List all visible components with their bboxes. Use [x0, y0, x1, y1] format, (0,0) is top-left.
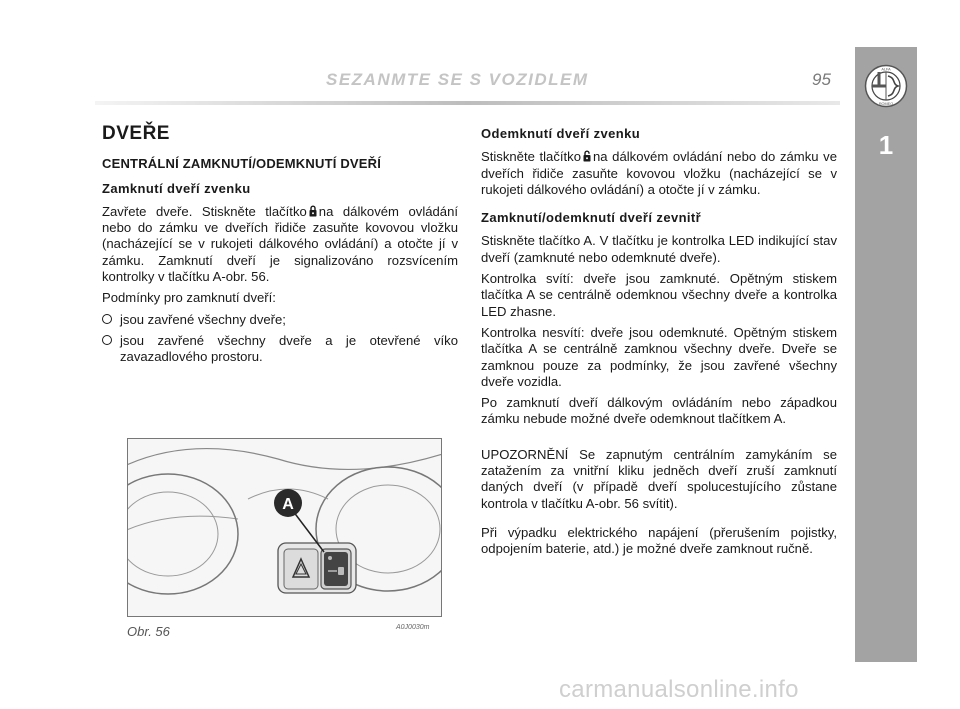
paragraph-power-failure: Při výpadku elektrického napájení (přerušením pojistky, odpojením baterie, atd.) je možné dveře zamknout ručně.: [481, 524, 837, 557]
list-item-text: jsou zavřené všechny dveře a je otevřené víko zavazadlového prostoru.: [120, 332, 458, 365]
paragraph-text: na dálkovém ovládání nebo do zámku ve dveřích řidiče zasuňte kovovou vložku (nacházející se v rukojeti dálkového ovládání) a otočte jí v zámku. Zamknutí dveří je signalizováno rozsvícením kontrolky v tlačítku A-obr. 56.: [102, 203, 458, 285]
paragraph-lock-outside: [102, 204, 458, 285]
conditions-list: [102, 312, 458, 366]
paragraph-text: na dálkovém ovládání nebo do zámku ve dveřích řidiče zasuňte kovovou vložku (nacházející se v rukojeti dálkového ovládání) a otočte jí v zámku.: [481, 149, 837, 197]
paragraph-button-a: Stiskněte tlačítko A. V tlačítku je kontrolka LED indikující stav dveří (zamknuté nebo odemknuté dveře).: [481, 233, 837, 265]
circle-bullet-icon: [102, 335, 112, 345]
dashboard-illustration: [128, 439, 442, 617]
callout-label-a: A: [282, 496, 294, 513]
subsection-title: CENTRÁLNÍ ZAMKNUTÍ/ODEMKNUTÍ DVEŘÍ: [102, 156, 382, 172]
heading-unlock-outside: Odemknutí dveří zvenku: [481, 126, 641, 141]
paragraph-led-on: Kontrolka svítí: dveře jsou zamknuté. Opětným stiskem tlačítka A se centrálně odemknou všechny dveře a kontrolka LED zhasne.: [481, 271, 837, 319]
paragraph-led-off: Kontrolka nesvítí: dveře jsou odemknuté. Opětným stiskem tlačítka A se centrálně zamknou všechny dveře. Dveře se zamknou pouze za podmínky, že jsou zavřené všechny dveře vozidla.: [481, 324, 837, 389]
paragraph-unlock-outside: [481, 149, 837, 198]
svg-text:ALFA: ALFA: [881, 67, 891, 72]
heading-lock-inside: Zamknutí/odemknutí dveří zevnitř: [481, 210, 702, 226]
figure-caption: Obr. 56: [127, 624, 170, 639]
heading-lock-outside: Zamknutí dveří zvenku: [102, 180, 251, 196]
circle-bullet-icon: [102, 314, 112, 324]
chapter-number: 1: [878, 130, 894, 160]
right-column: [481, 126, 837, 563]
alfa-romeo-logo-icon: [864, 64, 908, 108]
paragraph-conditions: Podmínky pro zamknutí dveří:: [102, 290, 276, 306]
paragraph-remote-lock: Po zamknutí dveří dálkovým ovládáním nebo západkou zámku nebude možné dveře odemknout tlačítkem A.: [481, 395, 837, 427]
running-header-title: SEZANMTE SE S VOZIDLEM: [326, 70, 589, 89]
watermark: carmanualsonline.info: [559, 676, 799, 703]
page-number: 95: [812, 70, 831, 89]
header-divider: [95, 101, 840, 105]
list-item: [102, 312, 458, 328]
padlock-closed-icon: [309, 205, 317, 217]
paragraph-text: Zavřete dveře. Stiskněte tlačítko: [102, 203, 307, 219]
list-item-text: jsou zavřené všechny dveře;: [120, 311, 286, 327]
paragraph-warning: UPOZORNĚNÍ Se zapnutým centrálním zamykáním se zatažením za vnitřní kliku jedněch dveří zruší zamknutí daných dveří (v případě dveří spolucestujícího zůstane kontrola v tlačítku A-obr. 56 svítit).: [481, 446, 837, 511]
list-item: [102, 333, 458, 366]
paragraph-text: Stiskněte tlačítko: [481, 149, 581, 165]
figure-code: A0J0030m: [396, 624, 430, 631]
section-title: DVEŘE: [102, 123, 170, 144]
svg-text:ROMEO: ROMEO: [878, 102, 894, 106]
figure-door-button: [127, 438, 442, 617]
padlock-open-icon: [583, 150, 591, 162]
left-column: [102, 123, 458, 371]
